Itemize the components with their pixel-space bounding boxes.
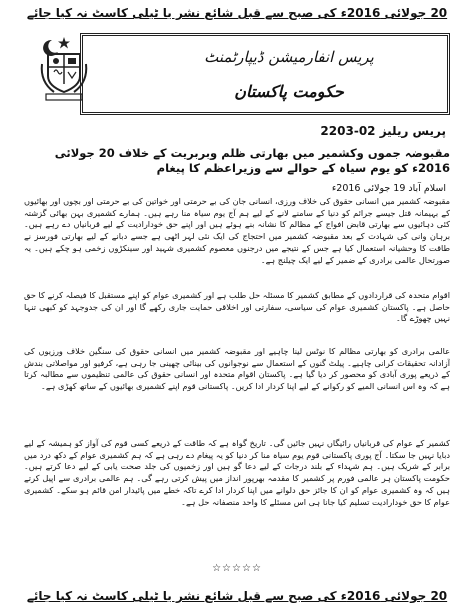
body-paragraph-3: عالمی برادری کو بھارتی مظالم کا نوٹس لینا چاہیے اور مقبوضہ کشمیر میں انسانی حقوق کی سنگین خلاف ورزیوں کی آزادانہ تحقیقات کرانی چاہیے۔ پیلٹ گنوں کے استعمال سے نوجوانوں کی بینائی چھینی جا رہی ہے، کرفیو اور مواصلاتی بندش کے ذریعے پوری آبادی کو محصور کر دیا گیا ہے۔ پاکستان اقوام متحدہ اور انسانی حقوق کی عالمی تنظیموں سے مطالبہ کرتا ہے کہ وہ اس انسانی المیے کو رکوانے کے لیے اپنا کردار ادا کریں۔ پاکستانی قوم اپنے کشمیری بھائیوں کے ساتھ کھڑی ہے۔: [24, 346, 450, 392]
government-name: حکومت پاکستان: [234, 82, 344, 101]
body-paragraph-2: اقوام متحدہ کی قراردادوں کے مطابق کشمیر کا مسئلہ حل طلب ہے اور کشمیری عوام کو اپنے مستقبل کا فیصلہ کرنے کا حق حاصل ہے۔ پاکستان کشمیری عوام کی سیاسی، سفارتی اور اخلاقی حمایت جاری رکھے گا اور ان کی جدوجہد کو کبھی تنہا نہیں چھوڑے گا۔: [24, 290, 450, 324]
end-mark: ☆☆☆☆☆: [212, 563, 262, 574]
header-frame: [80, 33, 450, 115]
release-number: پریس ریلیز 02-2203: [320, 124, 446, 138]
embargo-notice-bottom: 20 جولائی 2016ء کی صبح سے قبل شائع نشر یا ٹیلی کاسٹ نہ کیا جائے: [26, 589, 448, 603]
headline: مقبوضہ جموں وکشمیر میں بھارتی ظلم وبربریت کے خلاف 20 جولائی 2016ء کو یوم سیاہ کے حوالے سے وزیراعظم کا پیغام: [54, 146, 450, 175]
embargo-notice-top: 20 جولائی 2016ء کی صبح سے قبل شائع نشر یا ٹیلی کاسٹ نہ کیا جائے: [26, 6, 448, 20]
state-emblem-icon: [38, 34, 90, 104]
department-name: پریس انفارمیشن ڈیپارٹمنٹ: [204, 48, 374, 66]
body-paragraph-1: مقبوضہ کشمیر میں انسانی حقوق کی خلاف ورزی، انسانی جان کی بے حرمتی اور خواتین کی بے حرمتی اور بچوں اور بھائیوں کے بہیمانہ قتل جیسے جرائم کو دنیا کے سامنے لانے کے لیے ہم آج یوم سیاہ منا رہے ہیں۔ ہمارے کشمیری بہن بھائی گزشتہ کئی دہائیوں سے بھارتی قابض افواج کے مظالم کا نشانہ بنے ہوئے ہیں اور اپنے حق خودارادیت کے لیے قربانیاں دے رہے ہیں۔ برہان وانی کی شہادت کے بعد مقبوضہ کشمیر میں احتجاج کی ایک نئی لہر اٹھی ہے جسے دبانے کے لیے بھارتی فورسز نے طاقت کا وحشیانہ استعمال کیا ہے جس کے نتیجے میں درجنوں معصوم کشمیری شہید اور سینکڑوں زخمی ہو چکے ہیں۔ یہ صورتحال عالمی برادری کے ضمیر کے لیے ایک چیلنج ہے۔: [24, 196, 450, 265]
dateline: اسلام آباد 19 جولائی 2016ء: [331, 183, 446, 194]
body-paragraph-4: کشمیر کے عوام کی قربانیاں رائیگاں نہیں جائیں گی۔ تاریخ گواہ ہے کہ طاقت کے ذریعے کسی قوم کی آواز کو ہمیشہ کے لیے دبایا نہیں جا سکتا۔ آج پوری پاکستانی قوم یوم سیاہ منا کر دنیا کو یہ پیغام دے رہی ہے کہ ہم کشمیری عوام کے دکھ درد میں برابر کے شریک ہیں۔ ہم شہداء کے بلند درجات کے لیے دعا گو ہیں اور زخمیوں کی جلد صحت یابی کے لیے دعا کرتے ہیں۔ حکومت پاکستان ہر عالمی فورم پر کشمیر کا مقدمہ بھرپور انداز میں پیش کرتی رہے گی۔ ہم عالمی برادری سے اپیل کرتے ہیں کہ وہ کشمیری عوام کو ان کا جائز حق دلوانے میں اپنا کردار ادا کرے تاکہ خطے میں پائیدار امن قائم ہو سکے۔ کشمیری عوام کا حق خودارادیت تسلیم کیا جانا ہی اس مسئلے کا واحد منصفانہ حل ہے۔: [24, 438, 450, 507]
